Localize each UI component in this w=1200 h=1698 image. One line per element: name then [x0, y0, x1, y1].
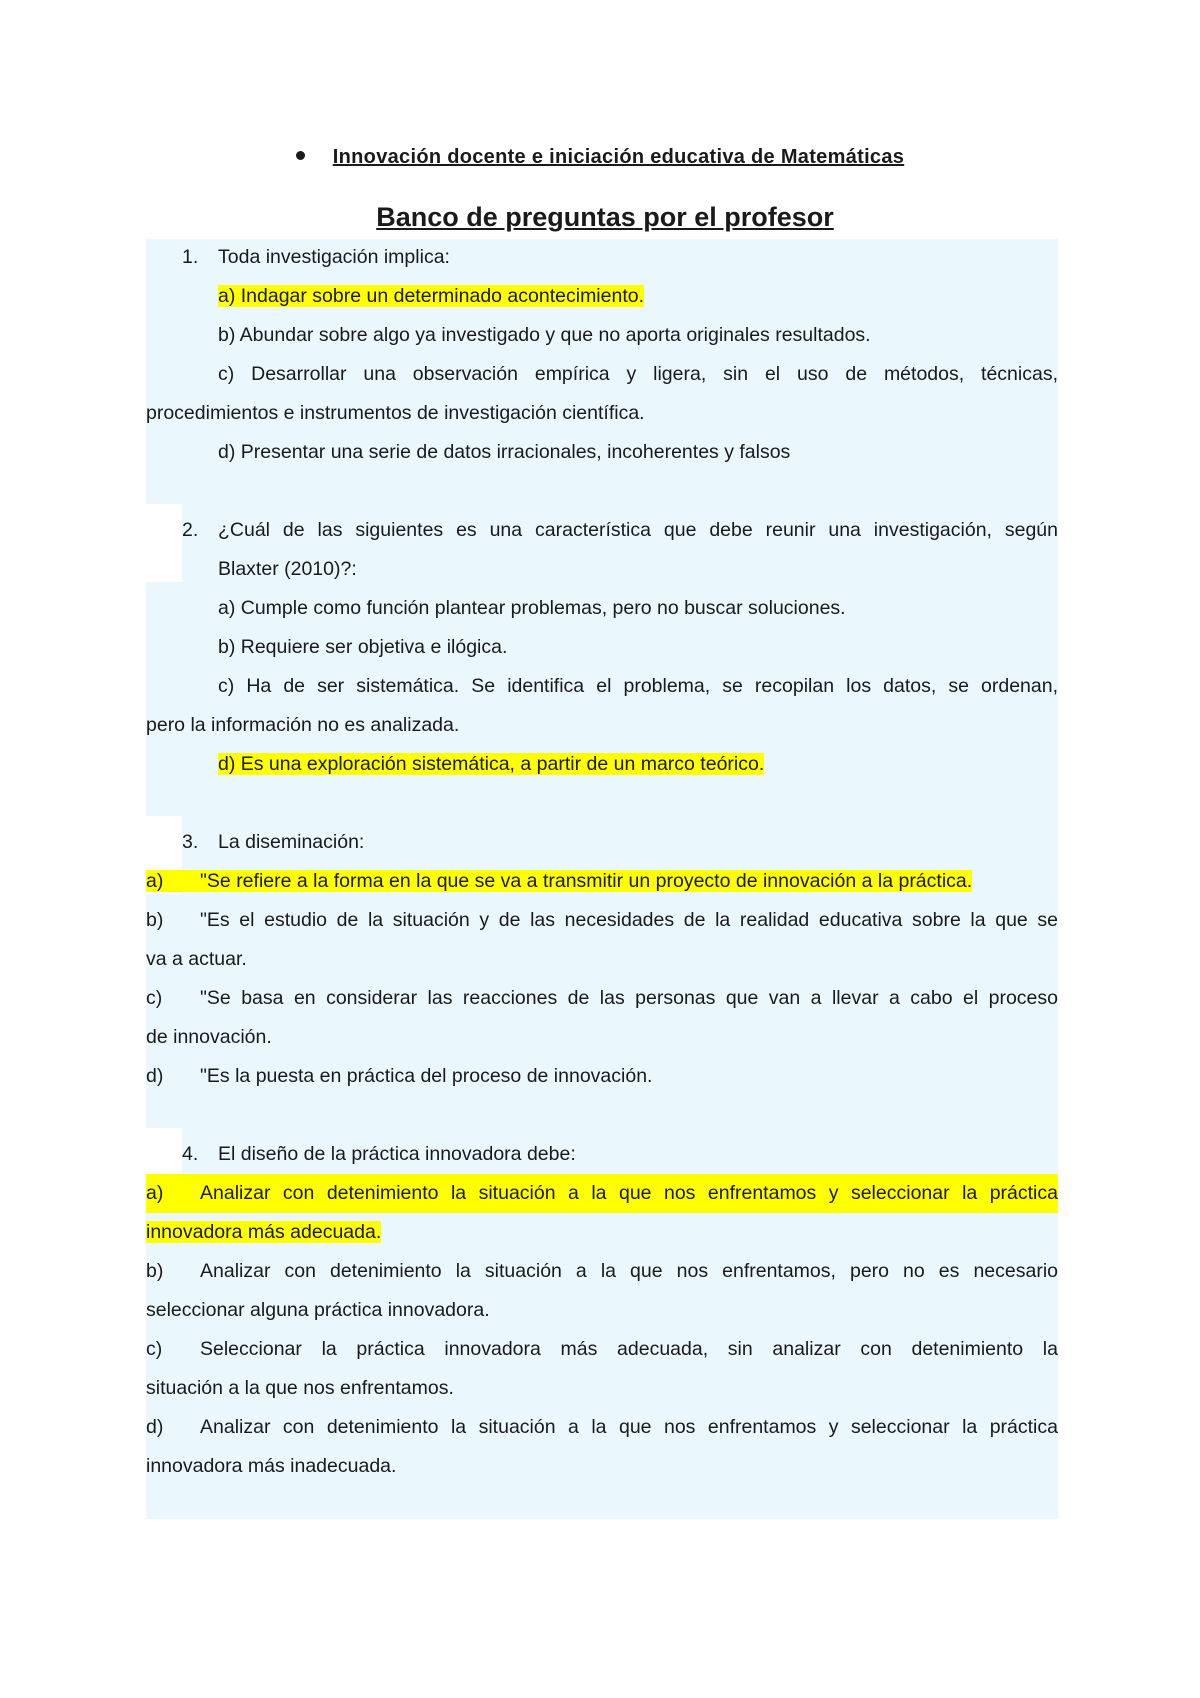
option-text: "Es la puesta en práctica del proceso de innovación.: [200, 1065, 653, 1087]
question-text: La diseminación:: [218, 831, 365, 853]
option-label: b): [146, 1260, 164, 1282]
option-a: a) Cumple como función plantear problemas, pero no buscar soluciones.: [218, 597, 846, 619]
option-label: b): [146, 909, 164, 931]
question-text: Toda investigación implica:: [218, 246, 450, 268]
correct-answer: a) Indagar sobre un determinado acontecimiento.: [218, 285, 645, 307]
option-a: [146, 277, 1058, 316]
question-number: 3.: [182, 831, 199, 853]
option-text: Seleccionar la práctica innovadora más adecuada, sin analizar con detenimiento la: [200, 1338, 1058, 1360]
bullet-icon: [296, 151, 305, 160]
option-c-line-2: de innovación.: [146, 1026, 272, 1048]
option-c-line-1: c) Desarrollar una observación empírica y ligera, sin el uso de métodos, técnicas,: [218, 363, 1058, 385]
option-d-line-1: [146, 1408, 1058, 1447]
option-b-line-1: [146, 901, 1058, 940]
question-number: 4.: [182, 1143, 199, 1165]
option-a-line-2: [146, 1213, 1058, 1252]
option-d: [146, 745, 1058, 784]
option-label: d): [146, 1065, 164, 1087]
page-title: Banco de preguntas por el profesor: [376, 202, 834, 232]
option-d-line-2: innovadora más inadecuada.: [146, 1455, 397, 1477]
question-number: 1.: [182, 246, 199, 268]
question-number: 2.: [182, 519, 199, 541]
option-a-line-1: [146, 1174, 1058, 1213]
option-b: b) Requiere ser objetiva e ilógica.: [218, 636, 508, 658]
correct-answer: d) Es una exploración sistemática, a partir de un marco teórico.: [218, 753, 765, 775]
option-c-line-1: [146, 979, 1058, 1018]
question-text: El diseño de la práctica innovadora debe:: [218, 1143, 576, 1165]
correct-answer: innovadora más adecuada.: [146, 1221, 382, 1243]
option-c-line-2: procedimientos e instrumentos de investigación científica.: [146, 402, 645, 424]
option-b-line-1: [146, 1252, 1058, 1291]
question-3: [146, 823, 1058, 862]
option-text: Analizar con detenimiento la situación a la que nos enfrentamos y seleccionar la práctica: [200, 1416, 1058, 1438]
option-text: Analizar con detenimiento la situación a la que nos enfrentamos, pero no es necesario: [200, 1260, 1058, 1282]
option-a: [146, 862, 1058, 901]
subject-text: Innovación docente e iniciación educativa de Matemáticas: [332, 146, 905, 168]
correct-answer: "Se refiere a la forma en la que se va a transmitir un proyecto de innovación a la práctica.: [200, 870, 973, 892]
option-b-line-2: va a actuar.: [146, 948, 247, 970]
option-c-line-1: [146, 1330, 1058, 1369]
correct-answer: Analizar con detenimiento la situación a la que nos enfrentamos y seleccionar la práctica: [200, 1182, 1058, 1204]
option-label: d): [146, 1416, 164, 1438]
option-label: a): [146, 870, 164, 892]
subject-heading: [0, 146, 1200, 169]
option-d: d) Presentar una serie de datos irracionales, incoherentes y falsos: [218, 441, 791, 463]
question-text: ¿Cuál de las siguientes es una característica que debe reunir una investigación, según: [218, 519, 1058, 541]
option-c-line-1: c) Ha de ser sistemática. Se identifica el problema, se recopilan los datos, se ordenan,: [218, 675, 1058, 697]
option-text: "Se basa en considerar las reacciones de las personas que van a llevar a cabo el proceso: [200, 987, 1058, 1009]
question-2: [146, 511, 1058, 550]
option-label: a): [146, 1182, 164, 1204]
question-4: [146, 1135, 1058, 1174]
question-bank: [146, 238, 1058, 1486]
question-1: [146, 238, 1058, 277]
option-b: b) Abundar sobre algo ya investigado y que no aporta originales resultados.: [218, 324, 871, 346]
option-c-line-2: situación a la que nos enfrentamos.: [146, 1377, 454, 1399]
option-text: "Es el estudio de la situación y de las necesidades de la realidad educativa sobre la que se: [200, 909, 1058, 931]
option-b-line-2: seleccionar alguna práctica innovadora.: [146, 1299, 490, 1321]
option-d: [146, 1057, 1058, 1096]
option-c-line-2: pero la información no es analizada.: [146, 714, 460, 736]
option-label: c): [146, 1338, 163, 1360]
question-text-line-2: Blaxter (2010)?:: [218, 558, 357, 580]
option-label: c): [146, 987, 163, 1009]
